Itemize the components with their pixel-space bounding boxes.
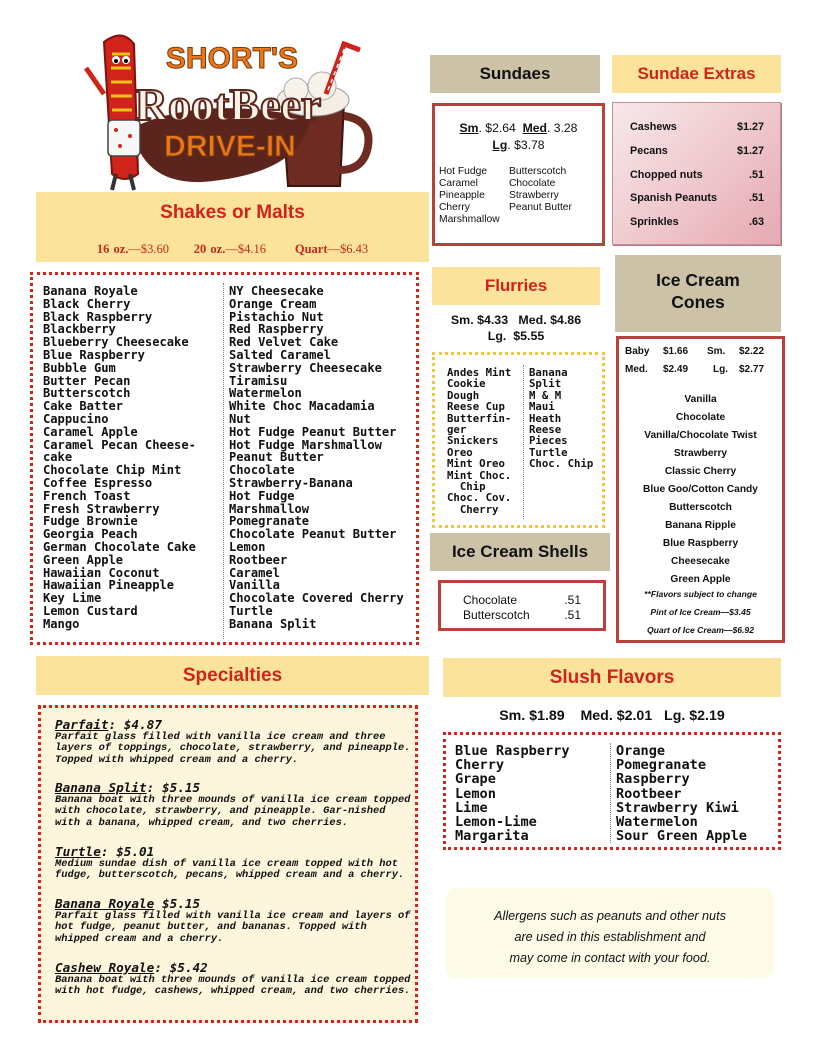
list-item: Tiramisu — [229, 373, 288, 388]
list-item: Strawberry — [509, 190, 559, 201]
cone-size-price: $2.22 — [739, 346, 765, 357]
shell-name: Chocolate — [463, 593, 518, 607]
list-item: Marshmallow — [229, 501, 310, 516]
specialties-title: Specialties — [182, 665, 283, 686]
list-item: Cappucino — [43, 411, 109, 426]
list-item: Butterfin- — [447, 411, 512, 425]
list-item: Andes Mint — [447, 366, 512, 379]
quart-price: Quart of Ice Cream—$6.92 — [647, 625, 754, 635]
extra-price: $1.27 — [736, 145, 764, 157]
shakes-flavor-box — [30, 272, 419, 645]
size-price: —$3.60 — [128, 242, 170, 256]
logo-graphic — [82, 24, 374, 192]
cones-title-line2: Cones — [671, 292, 725, 312]
cone-flavor-note: **Flavors subject to change — [644, 589, 757, 599]
list-item: Reese — [529, 423, 562, 437]
list-item: Reese Cup — [447, 400, 505, 414]
list-item: Coffee Espresso — [43, 475, 153, 490]
sundae-med-label: Med — [522, 121, 547, 135]
list-item: Hawaiian Pineapple — [43, 578, 175, 593]
list-item: Dough — [447, 388, 480, 402]
specialty-price: : $4.87 — [108, 717, 162, 732]
allergen-line3: may come in contact with your food. — [509, 951, 711, 965]
extra-name: Sprinkles — [630, 216, 679, 228]
list-item: Cherry — [455, 757, 505, 774]
list-item: Butterscotch — [43, 386, 131, 401]
list-item: Lime — [455, 799, 488, 816]
list-item: Blue Goo/Cotton Candy — [643, 484, 758, 495]
flurries-flavor-box — [432, 352, 605, 528]
list-item: Banana Ripple — [665, 520, 736, 531]
list-item: Mint Oreo — [447, 457, 505, 471]
list-item: Rootbeer — [616, 785, 682, 802]
list-item: Red Raspberry — [229, 322, 324, 337]
specialty-desc: Parfait glass filled with vanilla ice cream and three layers of toppings, chocolate, strawberry, and pineapple. Topped with whipped cream and a cherry. — [55, 731, 411, 766]
column-divider — [523, 365, 524, 519]
shakes-size-16oz — [97, 242, 169, 256]
sundae-sm-price: . $2.64 — [478, 121, 516, 135]
logo-text-rootbeer: RootBeer — [134, 79, 322, 130]
cone-flavors — [619, 391, 782, 589]
list-item: Salted Caramel — [229, 347, 331, 362]
list-item: Black Cherry — [43, 296, 131, 311]
list-item: Oreo — [447, 445, 473, 459]
extra-price: .51 — [748, 192, 764, 204]
list-item: Pineapple — [439, 190, 485, 201]
list-item: Blue Raspberry — [43, 347, 145, 362]
shells-title: Ice Cream Shells — [451, 542, 589, 561]
list-item: Cake Batter — [43, 399, 124, 414]
flurries-header — [432, 267, 600, 305]
list-item: Cherry — [439, 202, 470, 213]
list-item: Choc. Chip — [529, 457, 594, 471]
specialty-price: : $5.15 — [146, 780, 201, 795]
list-item: Chocolate Chip Mint — [43, 463, 182, 478]
list-item: Nut — [229, 411, 251, 426]
list-item: Orange Cream — [229, 296, 317, 311]
extras-box — [612, 102, 781, 245]
list-item: Split — [529, 377, 562, 391]
list-item: Vanilla — [684, 394, 717, 405]
flurries-flavors-col1 — [447, 367, 511, 515]
list-item: French Toast — [43, 488, 131, 503]
list-item: cake — [43, 450, 73, 465]
extra-price: .63 — [748, 216, 764, 228]
list-item: Hot Fudge Peanut Butter — [229, 424, 397, 439]
list-item: Pomegranate — [229, 514, 310, 529]
specialty-desc: Medium sundae dish of vanilla ice cream topped with hot fudge, butterscotch, pecans, whipped cream and a cherry. — [55, 858, 405, 882]
shell-price: .51 — [564, 608, 581, 622]
shells-header — [430, 533, 610, 571]
list-item: Chocolate — [229, 463, 295, 478]
shakes-sizes — [36, 242, 429, 257]
list-item: Caramel Pecan Cheese- — [43, 437, 196, 452]
list-item: Strawberry — [673, 448, 728, 459]
flurries-prices-line2: Lg. $5.55 — [487, 329, 545, 343]
specialty-item — [55, 961, 411, 998]
list-item: Lemon Custard — [43, 603, 138, 618]
list-item: Chocolate Peanut Butter — [229, 527, 397, 542]
specialty-name: Turtle — [55, 844, 101, 859]
shell-name: Butterscotch — [463, 608, 530, 622]
list-item: Hot Fudge — [439, 166, 488, 177]
extra-name: Chopped nuts — [630, 169, 703, 181]
logo-text-shorts: SHORT'S — [165, 42, 299, 75]
list-item: Bubble Gum — [43, 360, 116, 375]
sundae-med-price: . 3.28 — [546, 121, 578, 135]
size-price: —$6.43 — [327, 242, 369, 256]
list-item: Blueberry Cheesecake — [43, 335, 189, 350]
list-item: White Choc Macadamia — [229, 399, 375, 414]
shell-row — [463, 608, 581, 622]
specialty-title — [55, 897, 411, 911]
allergen-notice — [446, 888, 774, 978]
list-item: Lemon — [455, 785, 496, 802]
list-item: Mint Choc. — [447, 468, 512, 482]
sundae-sm-label: Sm — [459, 121, 479, 135]
sundae-lg-price: . $3.78 — [507, 138, 545, 152]
column-divider — [610, 743, 611, 843]
specialty-price: $5.15 — [154, 896, 201, 911]
list-item: M & M — [529, 388, 562, 402]
logo — [82, 24, 374, 192]
extra-name: Pecans — [630, 145, 668, 157]
list-item: Turtle — [529, 445, 568, 459]
sundaes-header — [430, 55, 600, 93]
list-item: Butterscotch — [509, 166, 567, 177]
list-item: Marshmallow — [439, 214, 500, 225]
sundaes-prices — [441, 120, 596, 154]
slush-title: Slush Flavors — [549, 667, 675, 688]
specialty-title — [55, 781, 411, 795]
specialty-name: Cashew Royale — [55, 960, 155, 975]
list-item: Turtle — [229, 603, 273, 618]
list-item: Snickers — [447, 434, 499, 448]
slush-prices: Sm. $1.89 Med. $2.01 Lg. $2.19 — [499, 708, 725, 724]
list-item: Chip — [447, 480, 486, 494]
sundaes-title: Sundaes — [479, 64, 551, 83]
cone-size-label: Lg. — [713, 364, 728, 375]
specialty-item — [55, 718, 411, 766]
extra-name: Cashews — [630, 121, 677, 133]
specialty-item — [55, 845, 411, 882]
specialties-box — [38, 705, 418, 1023]
slush-header — [443, 658, 781, 697]
specialty-desc: Parfait glass filled with vanilla ice cream and layers of hot fudge, peanut butter, and bananas. Topped with whipped cream and a cherry. — [55, 910, 411, 945]
list-item: Peanut Butter — [229, 450, 324, 465]
specialty-name: Banana Split — [55, 780, 147, 795]
list-item: Watermelon — [229, 386, 302, 401]
list-item: Caramel — [229, 565, 280, 580]
shakes-size-20oz — [194, 242, 266, 256]
slush-flavors-col1 — [455, 744, 570, 843]
cone-size-label: Med. — [625, 364, 648, 375]
size-label: 16 oz. — [96, 242, 129, 256]
list-item: Heath — [529, 411, 562, 425]
specialty-desc: Banana boat with three mounds of vanilla ice cream topped with hot fudge, cashews, whipped cream, and two cherries. — [55, 974, 411, 998]
size-label: 20 oz. — [193, 242, 226, 256]
list-item: Pomegranate — [616, 757, 707, 774]
allergen-line1: Allergens such as peanuts and other nuts — [494, 909, 726, 923]
list-item: Pistachio Nut — [229, 309, 324, 324]
shells-box — [438, 580, 606, 631]
list-item: Banana Split — [229, 616, 317, 631]
list-item: Strawberry Cheesecake — [229, 360, 382, 375]
cone-size-price: $2.77 — [739, 364, 765, 375]
list-item: Mango — [43, 616, 80, 631]
flurries-flavors-col2 — [529, 367, 593, 470]
specialty-name: Parfait — [55, 717, 109, 732]
extra-price: .51 — [748, 169, 764, 181]
cones-title — [615, 269, 781, 313]
list-item: Red Velvet Cake — [229, 335, 339, 350]
shakes-flavors-col2 — [229, 285, 404, 631]
cone-size-price: $2.49 — [663, 364, 689, 375]
list-item: Black Raspberry — [43, 309, 153, 324]
list-item: Sour Green Apple — [616, 828, 747, 845]
extra-name: Spanish Peanuts — [630, 192, 717, 204]
list-item: Chocolate Covered Cherry — [229, 591, 404, 606]
specialty-item — [55, 781, 411, 829]
list-item: ger — [447, 423, 467, 437]
list-item: Hot Fudge — [229, 488, 295, 503]
list-item: Key Lime — [43, 591, 102, 606]
sundae-lg-label: Lg — [492, 138, 508, 152]
cone-size-label: Baby — [625, 346, 650, 357]
sundaes-box — [432, 103, 605, 246]
cones-header — [615, 255, 781, 332]
specialty-name: Banana Royale — [55, 896, 155, 911]
shakes-header — [36, 192, 429, 262]
flurries-prices — [430, 312, 602, 344]
list-item: Strawberry-Banana — [229, 475, 353, 490]
list-item: Orange — [616, 743, 666, 759]
cones-box — [616, 336, 785, 643]
size-price: —$4.16 — [225, 242, 266, 256]
specialty-title — [55, 718, 411, 732]
list-item: Georgia Peach — [43, 527, 138, 542]
list-item: Cherry — [447, 502, 499, 516]
specialties-header — [36, 656, 429, 695]
shakes-flavors-col1 — [43, 285, 196, 631]
extras-title: Sundae Extras — [637, 64, 756, 83]
pint-price: Pint of Ice Cream—$3.45 — [650, 607, 751, 617]
extras-header — [612, 55, 781, 93]
list-item: Chocolate — [675, 412, 726, 423]
list-item: Butter Pecan — [43, 373, 131, 388]
list-item: Cookie — [447, 377, 486, 391]
list-item: Cheesecake — [671, 556, 730, 567]
list-item: Blue Raspberry — [662, 538, 739, 549]
specialty-price: : $5.01 — [100, 844, 155, 859]
list-item: Margarita — [455, 828, 529, 845]
cones-title-line1: Ice Cream — [656, 270, 740, 290]
list-item: Caramel — [439, 178, 478, 189]
list-item: Banana — [529, 366, 568, 379]
shell-row — [463, 593, 581, 607]
list-item: German Chocolate Cake — [43, 539, 196, 554]
list-item: Butterscotch — [669, 502, 732, 513]
list-item: Hawaiian Coconut — [43, 565, 160, 580]
list-item: Caramel Apple — [43, 424, 138, 439]
extra-price: $1.27 — [736, 121, 764, 133]
size-label: Quart — [294, 242, 328, 256]
cone-size-price: $1.66 — [663, 346, 689, 357]
list-item: Maui — [529, 400, 555, 414]
shakes-size-quart — [295, 242, 368, 256]
allergen-line2: are used in this establishment and — [514, 930, 706, 944]
shakes-title: Shakes or Malts — [160, 202, 305, 223]
list-item: Blue Raspberry — [455, 743, 570, 759]
column-divider — [223, 283, 224, 639]
list-item: Vanilla — [229, 578, 280, 593]
flurries-prices-line1: Sm. $4.33 Med. $4.86 — [450, 313, 582, 327]
shell-price: .51 — [564, 593, 581, 607]
specialty-title — [55, 845, 411, 859]
list-item: Vanilla/Chocolate Twist — [644, 430, 757, 441]
list-item: Banana Royale — [43, 284, 138, 298]
list-item: Lemon-Lime — [455, 814, 537, 831]
list-item: Grape — [455, 771, 496, 788]
list-item: Strawberry Kiwi — [616, 799, 739, 816]
list-item: Classic Cherry — [664, 466, 737, 477]
sundae-toppings-col1 — [439, 166, 500, 226]
list-item: Green Apple — [670, 574, 731, 585]
flurries-title: Flurries — [484, 276, 548, 295]
specialty-title — [55, 961, 411, 975]
list-item: Fudge Brownie — [43, 514, 138, 529]
list-item: Hot Fudge Marshmallow — [229, 437, 382, 452]
list-item: Raspberry — [616, 771, 690, 788]
sundae-toppings-col2 — [509, 166, 572, 214]
specialty-desc: Banana boat with three mounds of vanilla ice cream topped with chocolate, strawberry, and pineapple. Gar-nished with a banana, whipped cream, and two cherries. — [55, 794, 411, 829]
specialty-price: : $5.42 — [154, 960, 208, 975]
list-item: Lemon — [229, 539, 266, 554]
slush-flavor-box — [443, 732, 781, 850]
list-item: Blackberry — [43, 322, 116, 337]
list-item: Watermelon — [616, 814, 698, 831]
list-item: Chocolate — [509, 178, 556, 189]
list-item: NY Cheesecake — [229, 284, 324, 298]
cone-size-label: Sm. — [707, 346, 726, 357]
list-item: Rootbeer — [229, 552, 288, 567]
list-item: Fresh Strawberry — [43, 501, 160, 516]
logo-text-drivein: DRIVE-IN — [164, 130, 296, 163]
allergen-text — [446, 906, 774, 969]
list-item: Choc. Cov. — [447, 491, 512, 505]
slush-flavors-col2 — [616, 744, 747, 843]
list-item: Pieces — [529, 434, 568, 448]
list-item: Green Apple — [43, 552, 124, 567]
specialty-item — [55, 897, 411, 945]
list-item: Peanut Butter — [509, 202, 572, 213]
